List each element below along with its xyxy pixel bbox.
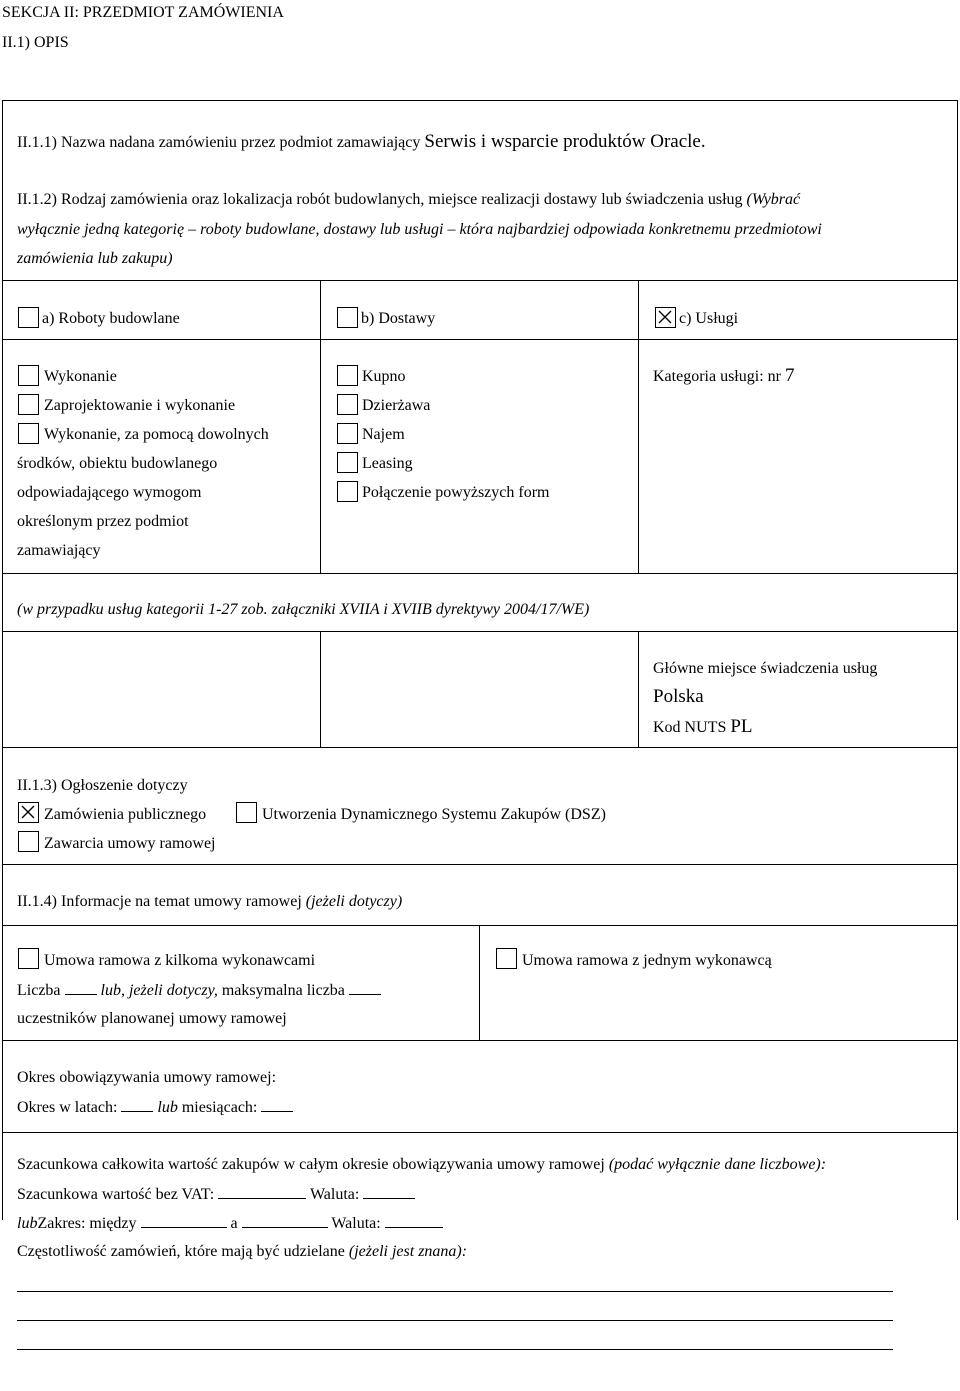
works-option-checkbox[interactable] [18, 423, 39, 444]
works-checkbox[interactable] [18, 307, 39, 328]
main-place-label: Główne miejsce świadczenia usług [653, 660, 878, 677]
validity-months-field[interactable] [261, 1097, 293, 1112]
notice-option-label: Utworzenia Dynamicznego Systemu Zakupów (DSZ) [262, 806, 606, 823]
framework-col-divider [479, 925, 480, 1040]
frequency-note: (jeżeli jest znana): [348, 1243, 468, 1260]
estimated-note: (podać wyłącznie dane liczbowe): [608, 1156, 827, 1173]
works-option-label: Wykonanie, za pomocą dowolnych [44, 426, 269, 443]
count-or: lub, jeżeli dotyczy, [100, 982, 218, 999]
estimated-vat-label: Szacunkowa wartość bez VAT: [17, 1186, 215, 1203]
section-title: SEKCJA II: PRZEDMIOT ZAMÓWIENIA [2, 4, 284, 21]
supplies-option-checkbox[interactable] [337, 394, 358, 415]
works-option-label: Wykonanie [44, 368, 117, 385]
validity-months-label: miesiącach: [181, 1099, 258, 1116]
notice-option-label: Zamówienia publicznego [44, 806, 207, 823]
type-note-3: zamówienia lub zakupu) [17, 250, 173, 267]
frame-left-line [2, 100, 3, 1220]
framework-multi-label: Umowa ramowa z kilkoma wykonawcami [44, 952, 316, 969]
frequency-row [17, 1242, 467, 1262]
validity-years-field[interactable] [121, 1097, 153, 1112]
frame-right-line [957, 100, 958, 1220]
estimated-row [17, 1155, 826, 1175]
works-option-checkbox[interactable] [18, 394, 39, 415]
framework-row [17, 892, 402, 912]
location-col-divider-2 [638, 631, 639, 747]
estimated-range-row [17, 1213, 443, 1234]
notice-bottom-line [2, 864, 958, 865]
services-label: c) Usługi [679, 310, 739, 327]
count-max-field[interactable] [349, 980, 381, 995]
count-field[interactable] [65, 980, 97, 995]
category-table-top [2, 280, 958, 281]
name-row [17, 132, 706, 153]
count-label: Liczba [17, 982, 61, 999]
type-note-2: wyłącznie jedną kategorię – roboty budowlane, dostawy lub usługi – która najbardziej odpowiada konkretnemu przedmiotowi [17, 221, 822, 238]
services-checkbox[interactable] [655, 307, 676, 328]
supplies-option-checkbox[interactable] [337, 452, 358, 473]
estimated-currency-field[interactable] [363, 1184, 415, 1199]
estimated-or: lub [17, 1215, 38, 1232]
category-table-bottom [2, 573, 958, 574]
main-place-value: Polska [653, 686, 704, 707]
frequency-answer-line[interactable] [17, 1320, 893, 1321]
nuts-label: Kod NUTS [653, 719, 727, 736]
name-value: Serwis i wsparcie produktów Oracle. [424, 131, 706, 152]
estimated-currency-label: Waluta: [309, 1186, 360, 1203]
services-note: (w przypadku usług kategorii 1-27 zob. załączniki XVIIA i XVIIB dyrektywy 2004/17/WE) [17, 601, 590, 618]
count-max-label: maksymalna liczba [221, 982, 345, 999]
framework-table-top [2, 925, 958, 926]
validity-bottom-line [2, 1132, 958, 1133]
works-option-checkbox[interactable] [18, 365, 39, 386]
framework-single-checkbox[interactable] [496, 948, 517, 969]
check-x-icon [19, 803, 37, 821]
supplies-option-checkbox[interactable] [337, 481, 358, 502]
category-header-bottom [2, 339, 958, 340]
framework-multi-checkbox[interactable] [18, 948, 39, 969]
works-continuation-line: zamawiający [17, 542, 101, 559]
notice-option-label: Zawarcia umowy ramowej [44, 835, 216, 852]
frequency-answer-line[interactable] [17, 1291, 893, 1292]
estimated-range-label: Zakres: między [37, 1215, 137, 1232]
service-category-value: 7 [784, 365, 795, 386]
framework-count-row [17, 980, 381, 1001]
supplies-option-label: Najem [362, 426, 405, 443]
validity-row [17, 1097, 293, 1118]
framework-label: II.1.4) Informacje na temat umowy ramowej [17, 893, 302, 910]
frequency-answer-line[interactable] [17, 1349, 893, 1350]
estimated-range-to-field[interactable] [242, 1213, 328, 1228]
framework-single-label: Umowa ramowa z jednym wykonawcą [522, 952, 772, 969]
check-x-icon [656, 308, 674, 326]
estimated-range-and: a [230, 1215, 238, 1232]
notice-public-checkbox[interactable] [18, 802, 39, 823]
estimated-vat-row [17, 1184, 415, 1205]
count-participants: uczestników planowanej umowy ramowej [17, 1010, 287, 1027]
type-note-1: (Wybrać [746, 191, 801, 208]
location-col-divider-1 [320, 631, 321, 747]
frame-top-line [2, 100, 958, 101]
validity-label: Okres obowiązywania umowy ramowej: [17, 1069, 277, 1086]
category-col-divider-1 [320, 280, 321, 573]
notice-label: II.1.3) Ogłoszenie dotyczy [17, 777, 188, 794]
supplies-checkbox[interactable] [337, 307, 358, 328]
supplies-option-label: Dzierżawa [362, 397, 431, 414]
location-table-top [2, 631, 958, 632]
supplies-option-label: Leasing [362, 455, 413, 472]
name-label: II.1.1) Nazwa nadana zamówieniu przez podmiot zamawiający [17, 134, 421, 151]
framework-note: (jeżeli dotyczy) [305, 893, 403, 910]
estimated-vat-field[interactable] [218, 1184, 306, 1199]
supplies-label: b) Dostawy [361, 310, 436, 327]
supplies-option-checkbox[interactable] [337, 365, 358, 386]
works-continuation-line: określonym przez podmiot [17, 513, 189, 530]
type-label: II.1.2) Rodzaj zamówienia oraz lokalizacja robót budowlanych, miejsce realizacji dostawy lub świadczenia usług [17, 191, 743, 208]
validity-years-label: Okres w latach: [17, 1099, 118, 1116]
supplies-option-checkbox[interactable] [337, 423, 358, 444]
frequency-label: Częstotliwość zamówień, które mają być udzielane [17, 1243, 345, 1260]
type-row [17, 190, 800, 210]
estimated-range-currency-field[interactable] [385, 1213, 443, 1228]
nuts-value: PL [730, 716, 753, 737]
notice-dsz-checkbox[interactable] [236, 802, 257, 823]
works-label: a) Roboty budowlane [42, 310, 180, 327]
estimated-label: Szacunkowa całkowita wartość zakupów w całym okresie obowiązywania umowy ramowej [17, 1156, 605, 1173]
supplies-option-label: Kupno [362, 368, 406, 385]
estimated-range-from-field[interactable] [141, 1213, 227, 1228]
category-col-divider-2 [638, 280, 639, 573]
framework-table-bottom [2, 1040, 958, 1041]
works-continuation-line: odpowiadającego wymogom [17, 484, 202, 501]
works-continuation-line: środków, obiektu budowlanego [17, 455, 218, 472]
section-subtitle: II.1) OPIS [2, 34, 69, 51]
nuts-row [653, 717, 753, 738]
estimated-range-currency-label: Waluta: [331, 1215, 381, 1232]
works-option-label: Zaprojektowanie i wykonanie [44, 397, 236, 414]
validity-or: lub [157, 1099, 178, 1116]
service-category-label: Kategoria usługi: nr [653, 368, 781, 385]
notice-framework-checkbox[interactable] [18, 831, 39, 852]
supplies-option-label: Połączenie powyższych form [362, 484, 550, 501]
service-category [653, 366, 794, 387]
location-table-bottom [2, 747, 958, 748]
